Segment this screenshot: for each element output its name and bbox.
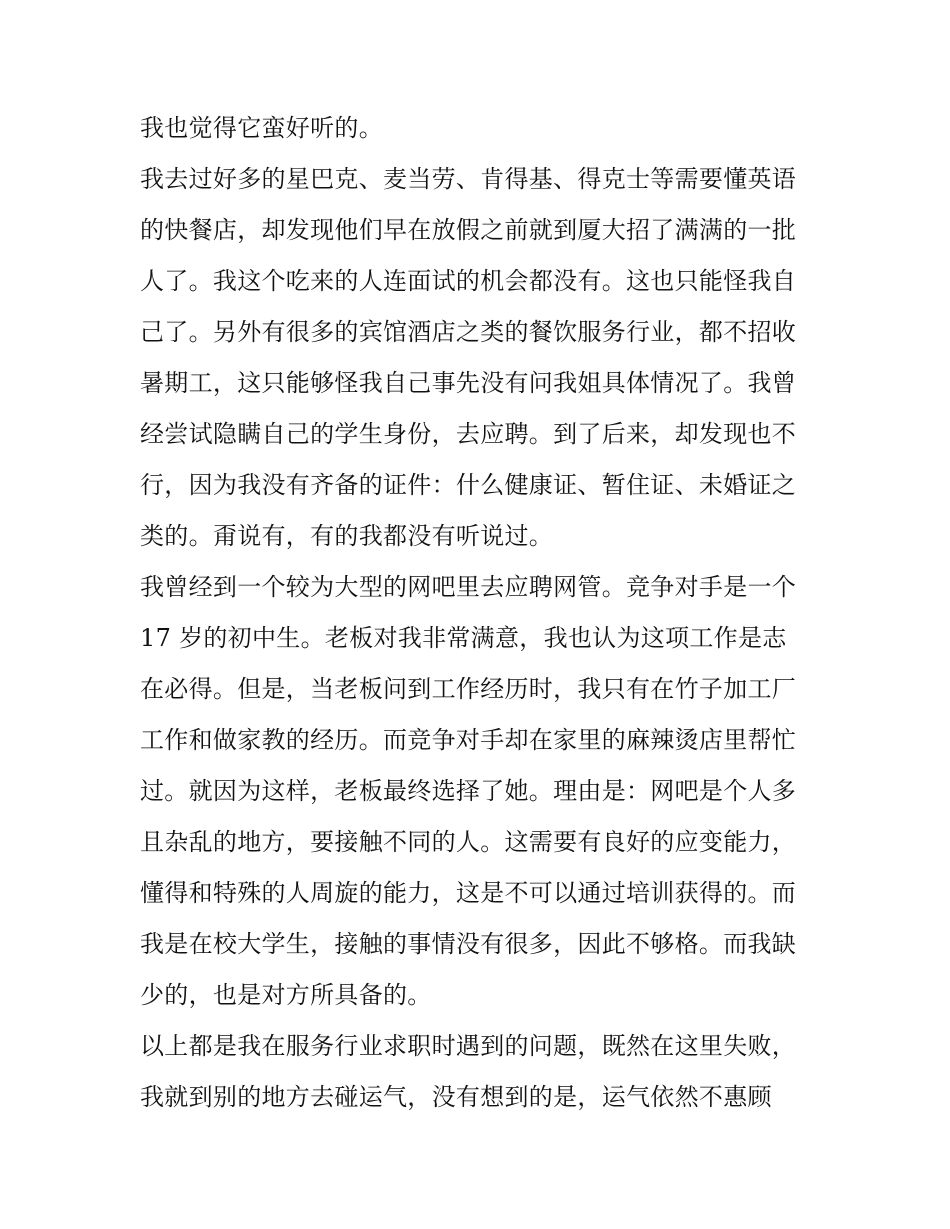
text-line: 的快餐店，却发现他们早在放假之前就到厦大招了满满的一批 <box>140 216 797 244</box>
text-line: 少的，也是对方所具备的。 <box>140 981 432 1009</box>
text-line: 类的。甭说有，有的我都没有听说过。 <box>140 522 554 550</box>
text-line: 我就到别的地方去碰运气，没有想到的是，运气依然不惠顾 <box>140 1083 772 1111</box>
text-line: 17 岁的初中生。老板对我非常满意，我也认为这项工作是志 <box>140 624 787 652</box>
text-line: 己了。另外有很多的宾馆酒店之类的餐饮服务行业，都不招收 <box>140 318 797 346</box>
text-line: 我是在校大学生，接触的事情没有很多，因此不够格。而我缺 <box>140 930 797 958</box>
text-line: 经尝试隐瞒自己的学生身份，去应聘。到了后来，却发现也不 <box>140 420 797 448</box>
text-line: 懂得和特殊的人周旋的能力，这是不可以通过培训获得的。而 <box>140 879 797 907</box>
text-line: 暑期工，这只能够怪我自己事先没有问我姐具体情况了。我曾 <box>140 369 797 397</box>
text-line: 且杂乱的地方，要接触不同的人。这需要有良好的应变能力， <box>140 828 797 856</box>
text-line: 我去过好多的星巴克、麦当劳、肯得基、得克士等需要懂英语 <box>140 165 797 193</box>
text-line: 在必得。但是，当老板问到工作经历时，我只有在竹子加工厂 <box>140 675 797 703</box>
text-line: 我曾经到一个较为大型的网吧里去应聘网管。竞争对手是一个 <box>140 573 797 601</box>
text-line: 人了。我这个吃来的人连面试的机会都没有。这也只能怪我自 <box>140 267 797 295</box>
text-line: 我也觉得它蛮好听的。 <box>140 114 383 142</box>
text-line: 行，因为我没有齐备的证件：什么健康证、暂住证、未婚证之 <box>140 471 797 499</box>
text-line: 以上都是我在服务行业求职时遇到的问题，既然在这里失败， <box>140 1032 797 1060</box>
text-line: 工作和做家教的经历。而竞争对手却在家里的麻辣烫店里帮忙 <box>140 726 797 754</box>
text-line: 过。就因为这样，老板最终选择了她。理由是：网吧是个人多 <box>140 777 797 805</box>
